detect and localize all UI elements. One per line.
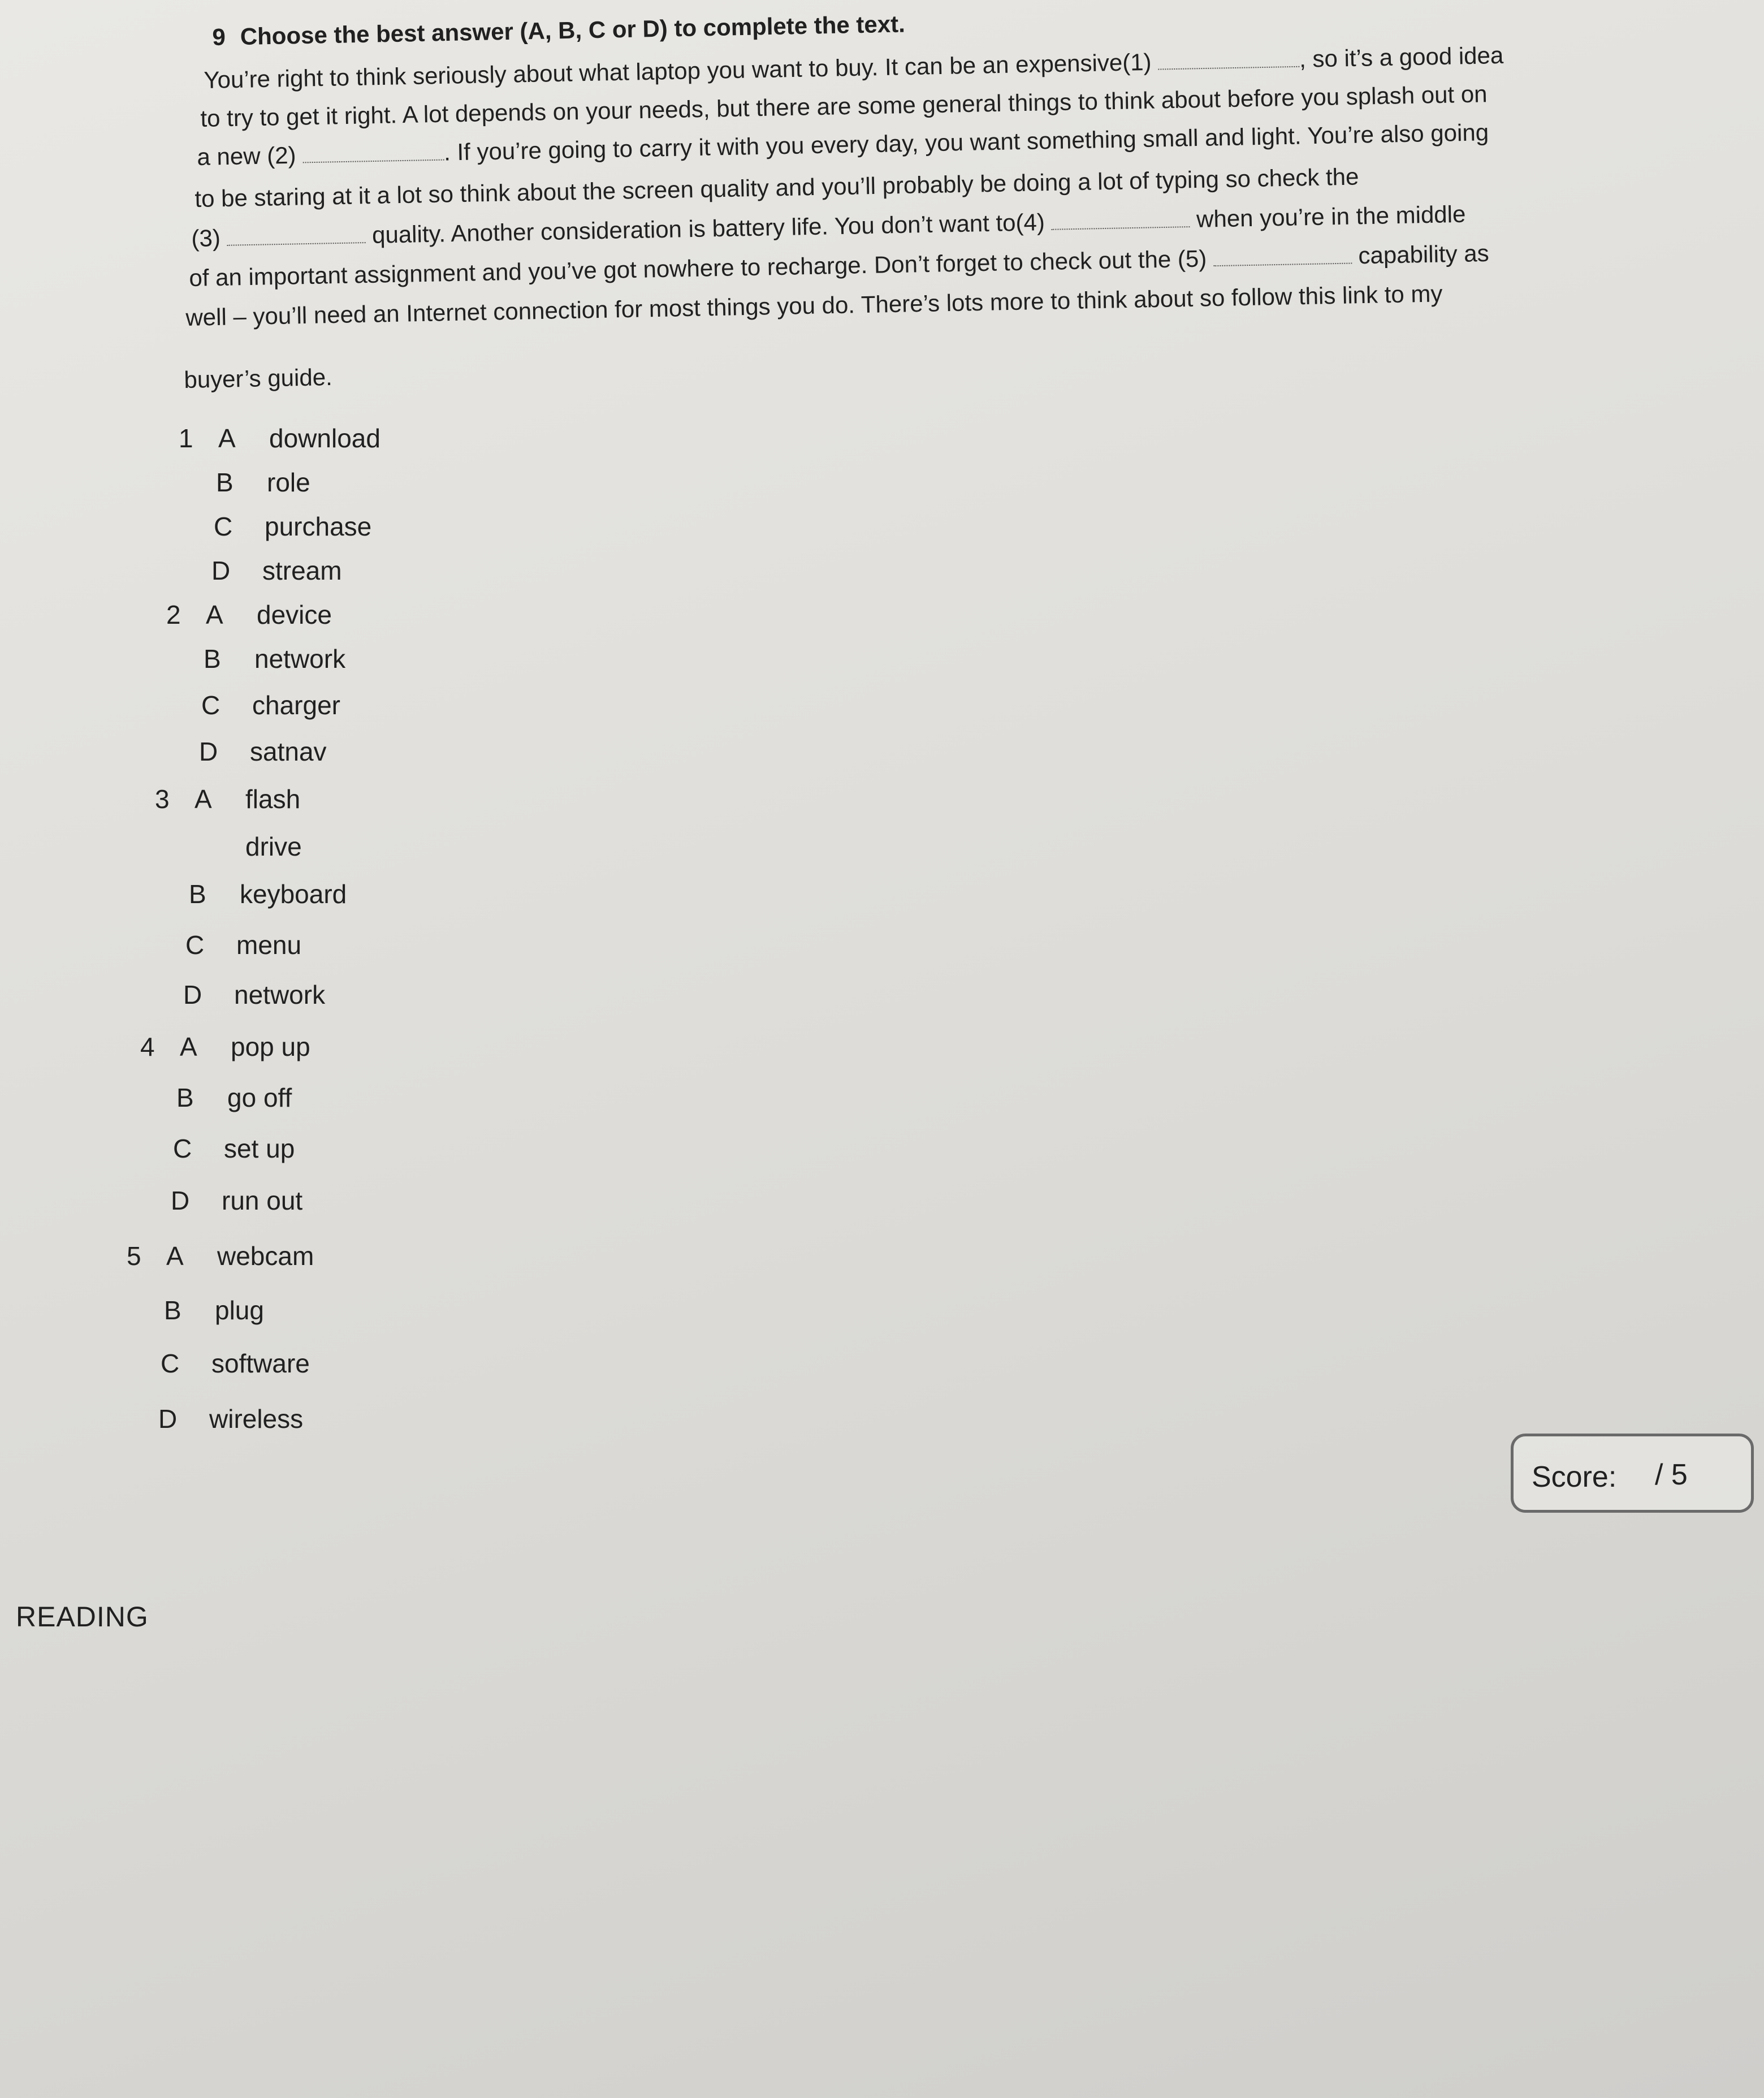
option-letter: B — [216, 468, 234, 497]
option-text: purchase — [265, 512, 372, 541]
passage-line-2: to try to get it right. A lot depends on your needs, but there are some general things to think about before you splash out on — [200, 80, 1488, 132]
option-letter: A — [218, 424, 236, 453]
passage-line-3: a new (2) . If you’re going to carry it with you every day, you want something small and light. You’re also going — [197, 119, 1489, 170]
option-letter: D — [183, 980, 202, 1009]
exercise-heading — [212, 10, 905, 51]
option-text: menu — [236, 930, 302, 960]
option-text: stream — [262, 556, 342, 585]
passage-line-7: well – you’ll need an Internet connection for most things you do. There’s lots more to think about so follow this link to my — [185, 280, 1443, 331]
gap-5-label: (5) — [1177, 245, 1207, 273]
passage-line-5: (3) quality. Another consideration is battery life. You don’t want to(4) when you’re in the middle — [191, 200, 1466, 252]
option-letter: A — [206, 600, 223, 629]
question-number: 2 — [166, 600, 181, 629]
question-number: 1 — [179, 424, 193, 453]
option-letter: A — [166, 1241, 184, 1271]
gap-3-blank — [227, 225, 366, 246]
gap-1-label: (1) — [1122, 48, 1152, 76]
option-text: run out — [222, 1186, 303, 1215]
option-text: go off — [227, 1083, 292, 1112]
option-letter: D — [158, 1404, 178, 1434]
option-letter: A — [180, 1032, 197, 1061]
question-number: 3 — [155, 784, 170, 814]
option-letter: C — [173, 1134, 192, 1163]
option-text: set up — [224, 1134, 295, 1163]
option-text: wireless — [209, 1404, 304, 1434]
option-letter: C — [161, 1349, 180, 1378]
option-text: role — [267, 468, 310, 497]
question-number: 5 — [127, 1241, 141, 1271]
gap-1-blank — [1158, 49, 1300, 70]
option-text: keyboard — [240, 879, 347, 909]
option-text: software — [211, 1349, 310, 1378]
gap-4-label: (4) — [1015, 209, 1045, 236]
option-text: network — [234, 980, 326, 1009]
gap-5-blank — [1213, 246, 1352, 267]
option-text: pop up — [231, 1032, 310, 1061]
option-letter: B — [204, 644, 221, 674]
gap-4-blank — [1051, 209, 1190, 230]
option-letter: C — [185, 930, 205, 960]
score-box — [1511, 1434, 1754, 1513]
passage-line-6: of an important assignment and you’ve got nowhere to recharge. Don’t forget to check out the (5) capability as — [189, 239, 1490, 291]
option-text: download — [269, 424, 381, 453]
option-letter: D — [171, 1186, 190, 1215]
question-number: 4 — [140, 1032, 155, 1061]
option-letter: B — [176, 1083, 194, 1112]
passage-line-8: buyer’s guide. — [184, 363, 333, 393]
gap-2-blank — [302, 143, 444, 163]
option-text: plug — [215, 1296, 264, 1325]
option-text: webcam — [217, 1241, 314, 1271]
option-letter: C — [214, 512, 233, 541]
score-value[interactable]: / 5 — [1655, 1458, 1688, 1491]
section-label: READING — [16, 1601, 149, 1633]
option-text: drive — [245, 832, 302, 861]
exercise-number: 9 — [212, 23, 226, 50]
option-text: network — [254, 644, 346, 674]
score-label: Score: — [1532, 1461, 1617, 1493]
option-letter: D — [211, 556, 231, 585]
passage-line-1: You’re right to think seriously about what laptop you want to buy. It can be an expensive(1) , so it’s a good idea — [204, 41, 1504, 93]
exercise-instruction: Choose the best answer (A, B, C or D) to complete the text. — [240, 10, 906, 50]
passage-line-4: to be staring at it a lot so think about the screen quality and you’ll probably be doing a lot of typing so check the — [194, 163, 1359, 212]
option-text: charger — [252, 690, 340, 720]
option-text: satnav — [250, 737, 327, 766]
option-text: device — [257, 600, 332, 629]
gap-2-label: (2) — [266, 141, 296, 169]
option-text: flash — [245, 784, 301, 814]
option-letter: C — [201, 690, 220, 720]
option-letter: B — [164, 1296, 181, 1325]
option-letter: B — [189, 879, 206, 909]
option-letter: D — [199, 737, 218, 766]
option-letter: A — [194, 784, 212, 814]
gap-3-label: (3) — [191, 225, 221, 252]
